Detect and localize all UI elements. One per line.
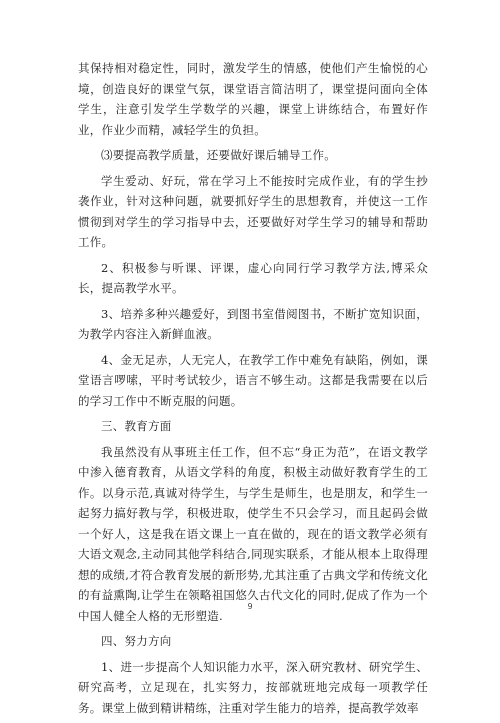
section-heading-education: 三、教育方面 xyxy=(101,419,172,433)
paragraph-classroom-management: 其保持相对稳定性，同时，激发学生的情感，使他们产生愉悦的心境，创造良好的课堂气氛，课堂语言简洁明了，课堂提问面向全体学生，注意引发学生学数学的兴趣，课堂上讲练结合，布置好作业，作业少而精，减轻学生的负担。 xyxy=(78,61,428,137)
paragraph-shortcomings: 4、金无足赤，人无完人，在教学工作中难免有缺陷，例如，课堂语言啰嗦，平时考试较少，语言不够生动。这都是我需要在以后的学习工作中不断克服的问题。 xyxy=(78,352,428,408)
paragraph-moral-education: 我虽然没有从事班主任工作，但不忘“身正为范”，在语文教学中渗入德育教育，从语文学科的角度，积极主动做好教育学生的工作。以身示范,真诚对待学生，与学生是师生，也是朋友，和学生一起努力搞好教与学，积极进取，使学生不只会学习，而且起码会做一个好人，这是我在语文课上一直在做的，现在的语文教学必须有大语文观念,主动同其他学科结合,同现实联系，才能从根本上取得理想的成绩,才符合教育发展的新形势,尤其注重了古典文学和传统文化的有益熏陶,让学生在领略祖国悠久古代文化的同时,促成了作为一个中国人健全人格的无形塑造. xyxy=(78,444,428,623)
section-heading-direction: 四、努力方向 xyxy=(101,634,172,648)
paragraph-interests-reading: 3、培养多种兴趣爱好，到图书室借阅图书，不断扩宽知识面，为教学内容注入新鲜血液。 xyxy=(78,306,428,341)
paragraph-lesson-observation: 2、积极参与听课、评课，虚心向同行学习教学方法,博采众长，提高教学水平。 xyxy=(78,260,428,295)
document-body xyxy=(78,58,428,723)
page-number: 9 xyxy=(247,602,253,611)
paragraph-student-guidance: 学生爱动、好玩，常在学习上不能按时完成作业，有的学生抄袭作业，针对这种问题，就要抓好学生的思想教育，并使这一工作惯彻到对学生的学习指导中去，还要做好对学生学习的辅导和帮助工作。 xyxy=(78,173,428,249)
paragraph-after-class-tutoring: ⑶要提高教学质量，还要做好课后辅导工作。 xyxy=(101,148,336,162)
paragraph-improvement-plan: 1、进一步提高个人知识能力水平，深入研究教材、研究学生、研究高考，立足现在，扎实努力，按部就班地完成每一项教学任务。课堂上做到精讲精练，注重对学生能力的培养，提高教学效率 xyxy=(78,659,428,715)
